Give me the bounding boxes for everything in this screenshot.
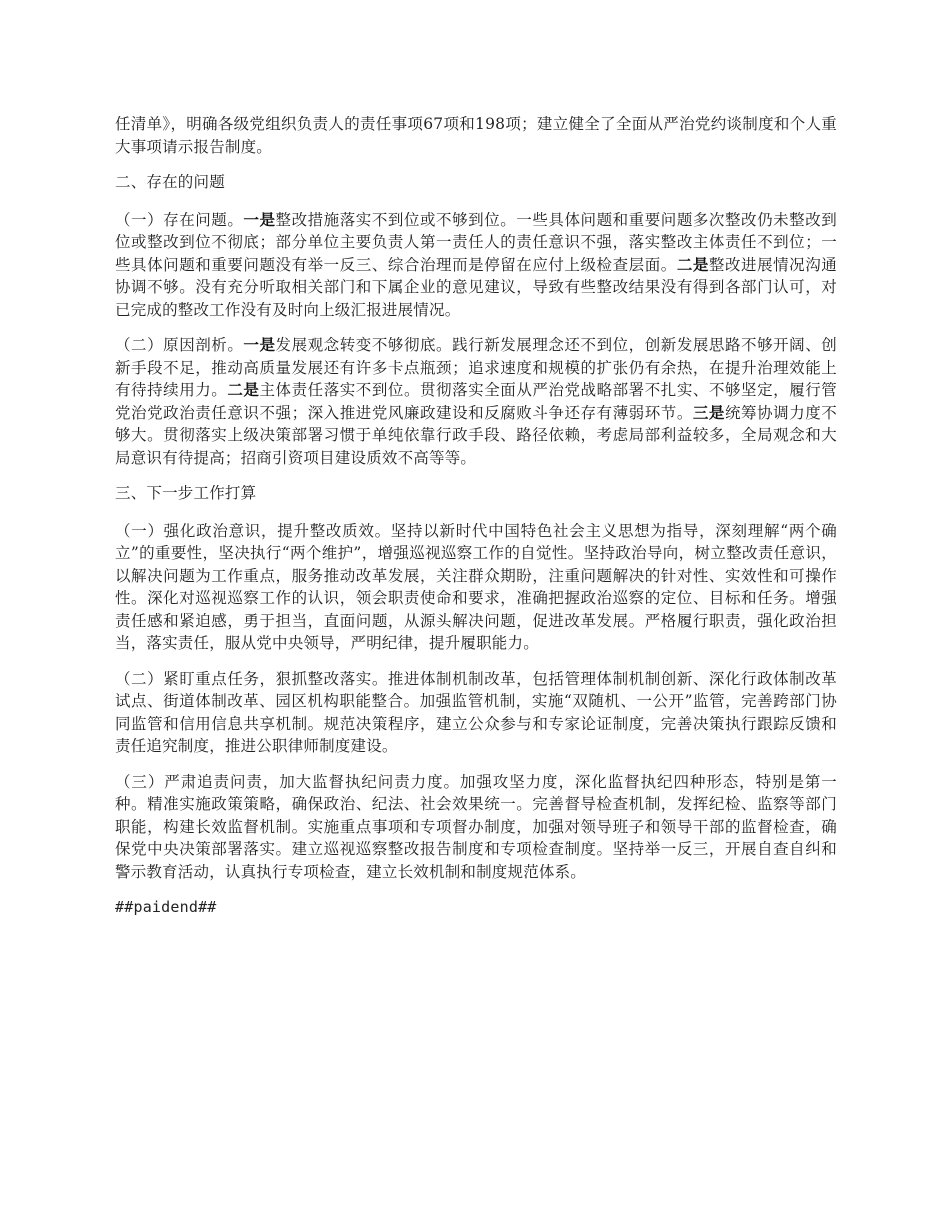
causes-prefix: （二）原因剖析。 bbox=[115, 336, 244, 354]
document-page bbox=[115, 113, 837, 932]
causes-point-2-text: 主体责任落实不到位。贯彻落实全面从严治党战略部署不扎实、不够坚定，履行管党治党政治责任意识不强；深入推进党风廉政建设和反腐败斗争还存有薄弱环节。 bbox=[115, 381, 838, 422]
causes-point-2-label: 二是 bbox=[227, 380, 260, 399]
plan-paragraph-3: （三）严肃追责问责，加大监督执纪问责力度。加强攻坚力度，深化监督执纪四种形态，特别是第一种。精准实施政策策略，确保政治、纪法、社会效果统一。完善督导检查机制，发挥纪检、监察等部门职能，构建长效监督机制。实施重点事项和专项督办制度，加强对领导班子和领导干部的监督检查，确保党中央决策部署落实。建立巡视巡察整改报告制度和专项检查制度。坚持举一反三，开展自查自纠和警示教育活动，认真执行专项检查，建立长效机制和制度规范体系。 bbox=[115, 772, 837, 881]
problems-point-1-label: 一是 bbox=[243, 209, 276, 229]
problems-point-2-label: 二是 bbox=[676, 254, 709, 274]
end-marker: ##paidend## bbox=[115, 898, 217, 916]
section-heading-problems: 二、存在的问题 bbox=[115, 173, 225, 191]
problems-paragraph bbox=[115, 209, 837, 322]
causes-point-1-text: 发展观念转变不够彻底。践行新发展理念还不到位，创新发展思路不够开阔、创新手段不足，推动高质量发展还有许多卡点瓶颈；追求速度和规模的扩张仍有余热，在提升治理效能上有待持续用力。 bbox=[115, 336, 837, 399]
plan-paragraph-2: （二）紧盯重点任务，狠抓整改落实。推进体制机制改革，包括管理体制机制创新、深化行政体制改革试点、街道体制改革、园区机构职能整合。加强监管机制，实施“双随机、一公开”监管，完善跨部门协同监管和信用信息共享机制。规范决策程序，建立公众参与和专家论证制度，完善决策执行跟踪反馈和责任追究制度，推进公职律师制度建设。 bbox=[115, 669, 837, 755]
causes-point-3-text: 统筹协调力度不够大。贯彻落实上级决策部署习惯于单纯依靠行政手段、路径依赖，考虑局部利益较多，全局观念和大局意识有待提高；招商引资项目建设质效不高等等。 bbox=[115, 403, 837, 467]
causes-paragraph bbox=[115, 334, 837, 469]
problems-point-1-text: 整改措施落实不到位或不够到位。一些具体问题和重要问题多次整改仍未整改到位或整改到位不彻底；部分单位主要负责人第一责任人的责任意识不强，落实整改主体责任不到位；一些具体问题和重要问题没有举一反三、综合治理而是停留在应付上级检查层面。 bbox=[115, 210, 837, 274]
plan-paragraph-1: （一）强化政治意识，提升整改质效。坚持以新时代中国特色社会主义思想为指导，深刻理解“两个确立”的重要性，坚决执行“两个维护”，增强巡视巡察工作的自觉性。坚持政治导向，树立整改责任意识，以解决问题为工作重点，服务推动改革发展，关注群众期盼，注重问题解决的针对性、实效性和可操作性。深化对巡视巡察工作的认识，领会职责使命和要求，准确把握政治巡察的定位、目标和任务。增强责任感和紧迫感，勇于担当，直面问题，从源头解决问题，促进改革发展。严格履行职责，强化政治担当，落实责任，服从党中央领导，严明纪律，提升履职能力。 bbox=[115, 521, 837, 652]
problems-point-2-text: 整改进展情况沟通协调不够。没有充分听取相关部门和下属企业的意见建议，导致有些整改结果没有得到各部门认可，对已完成的整改工作没有及时向上级汇报进展情况。 bbox=[115, 255, 837, 319]
causes-point-3-label: 三是 bbox=[692, 402, 725, 422]
intro-paragraph: 任清单》，明确各级党组织负责人的责任事项67项和198项；建立健全了全面从严治党约谈制度和个人重大事项请示报告制度。 bbox=[115, 115, 837, 156]
causes-point-1-label: 一是 bbox=[243, 335, 276, 354]
section-heading-next-steps: 三、下一步工作打算 bbox=[115, 484, 257, 502]
problems-prefix: （一）存在问题。 bbox=[115, 210, 244, 229]
